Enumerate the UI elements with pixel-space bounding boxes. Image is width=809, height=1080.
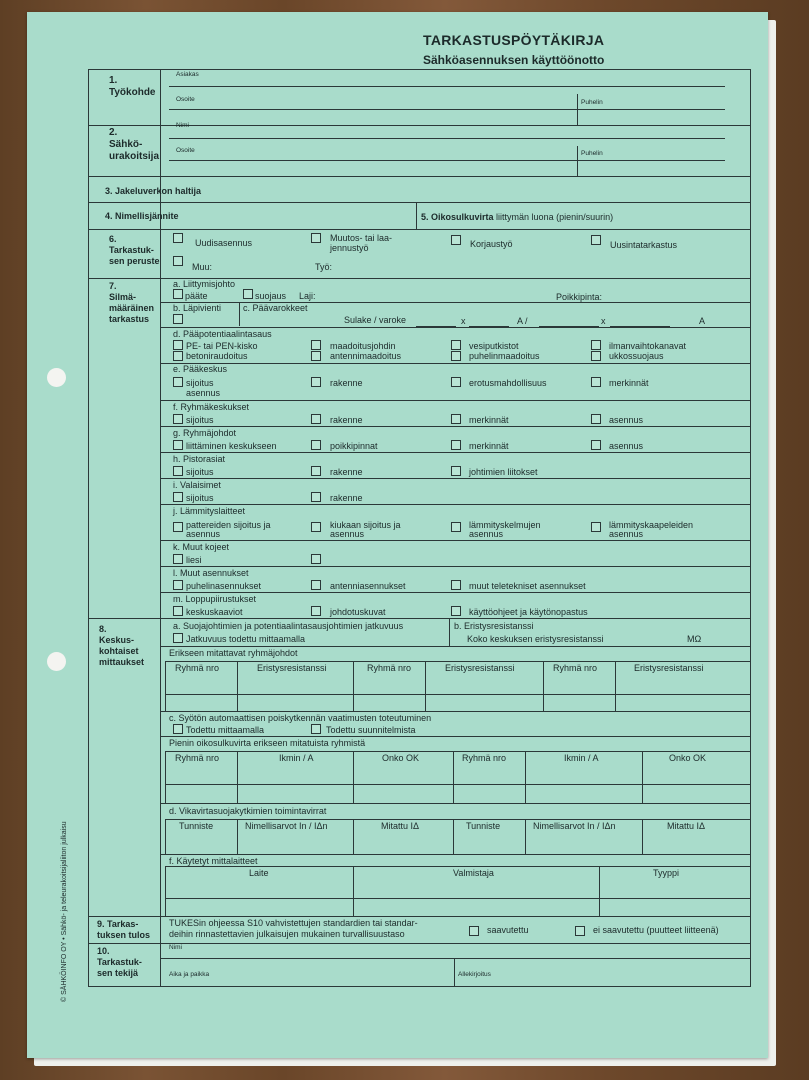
s7c-paavarokkeet: c. Päävarokkeet bbox=[243, 303, 308, 313]
s7e-erotus-label: erotusmahdollisuus bbox=[469, 378, 547, 388]
s7a-suojaus-label: suojaus bbox=[255, 291, 287, 301]
s7b-lapivienti: b. Läpivienti bbox=[173, 303, 222, 313]
s8-erikseen-label: Erikseen mitattavat ryhmäjohdot bbox=[169, 648, 298, 658]
checkbox-puhelinmaadoitus[interactable] bbox=[451, 351, 461, 361]
s7f-merkinnat-label: merkinnät bbox=[469, 415, 509, 425]
checkbox-g-asennus[interactable] bbox=[591, 440, 601, 450]
s8-d-col-nimellisarvot: Nimellisarvot In / IΔn bbox=[533, 821, 616, 831]
checkbox-betoniraudoitus[interactable] bbox=[173, 351, 183, 361]
checkbox-j-kaapelit[interactable] bbox=[591, 522, 601, 532]
checkbox-ei-saavutettu[interactable] bbox=[575, 926, 585, 936]
s8b-koko-keskus-label: Koko keskuksen eristysresistanssi bbox=[467, 634, 604, 644]
s7c-a1: A / bbox=[517, 316, 528, 326]
s7d-ukkossuojaus-label: ukkossuojaus bbox=[609, 351, 664, 361]
s9-text1: TUKESin ohjeessa S10 vahvistettujen standardien tai standar- bbox=[169, 918, 418, 928]
s6-uusinta-label: Uusintatarkastus bbox=[610, 240, 678, 250]
s7l-antenni-label: antenniasennukset bbox=[330, 581, 406, 591]
checkbox-g-liittaminen[interactable] bbox=[173, 440, 183, 450]
checkbox-uudisasennus[interactable] bbox=[173, 233, 183, 243]
s7d-ilmanvaihto-label: ilmanvaihtokanavat bbox=[609, 341, 687, 351]
s7h-rakenne-label: rakenne bbox=[330, 467, 363, 477]
s8d-vikavirtasuojat: d. Vikavirtasuojakytkimien toimintavirrat bbox=[169, 806, 327, 816]
s2-nimi-label: Nimi bbox=[176, 122, 189, 129]
s7j-kelmut-label2: asennus bbox=[469, 529, 504, 539]
s2-label2: urakoitsija bbox=[109, 151, 160, 162]
inspection-form-sheet bbox=[27, 12, 768, 1058]
checkbox-8a-jatkuvuus[interactable] bbox=[173, 633, 183, 643]
checkbox-k-muu[interactable] bbox=[311, 554, 321, 564]
checkbox-j-kelmut[interactable] bbox=[451, 522, 461, 532]
form-title: TARKASTUSPÖYTÄKIRJA bbox=[423, 32, 605, 48]
s7l-muut-asennukset: l. Muut asennukset bbox=[173, 568, 249, 578]
s5-desc: liittymän luona (pienin/suurin) bbox=[496, 212, 614, 222]
s8f-mittalaitteet: f. Käytetyt mittalaitteet bbox=[169, 856, 258, 866]
s10-label2: sen tekijä bbox=[97, 968, 139, 978]
s7c-x2: x bbox=[601, 316, 606, 326]
s8-er-col-ryhma: Ryhmä nro bbox=[175, 663, 220, 673]
s10-num: 10. bbox=[97, 946, 110, 956]
s7a-laji-label: Laji: bbox=[299, 291, 316, 301]
s8-d-col-mitattu: Mitattu IΔ bbox=[381, 821, 420, 831]
s6-korjaus-label: Korjaustyö bbox=[470, 239, 513, 249]
s8c-suunnitelmat-label: Todettu suunnitelmista bbox=[326, 725, 416, 735]
checkbox-8c-suunnitelmat[interactable] bbox=[311, 724, 321, 734]
checkbox-f-rakenne[interactable] bbox=[311, 414, 321, 424]
checkbox-lapivienti[interactable] bbox=[173, 314, 183, 324]
s7e-paakeskus: e. Pääkeskus bbox=[173, 364, 228, 374]
checkbox-i-rakenne[interactable] bbox=[311, 492, 321, 502]
s6-num: 6. bbox=[109, 234, 117, 244]
s7j-kaapelit-label1: lämmityskaapeleiden bbox=[609, 520, 694, 530]
s2-num: 2. bbox=[109, 127, 118, 138]
s5-oikosulkuvirta: 5. Oikosulkuvirta bbox=[421, 212, 494, 222]
s6-tyo-label: Työ: bbox=[315, 262, 333, 272]
checkbox-maadoitusjohdin[interactable] bbox=[311, 340, 321, 350]
s7j-kiuas-label2: asennus bbox=[330, 529, 365, 539]
checkbox-l-antenni[interactable] bbox=[311, 580, 321, 590]
s7k-liesi-label: liesi bbox=[186, 555, 202, 565]
s8a-mitattu-label: Jatkuvuus todettu mittaamalla bbox=[186, 634, 306, 644]
s7f-asennus-label: asennus bbox=[609, 415, 644, 425]
s7i-valaisimet: i. Valaisimet bbox=[173, 480, 221, 490]
s3-jakeluverkon-haltija: 3. Jakeluverkon haltija bbox=[105, 186, 202, 196]
checkbox-uusintatarkastus[interactable] bbox=[591, 235, 601, 245]
s8-er-col-eristys: Eristysresistanssi bbox=[634, 663, 704, 673]
s7k-muut-kojeet: k. Muut kojeet bbox=[173, 542, 230, 552]
s2-osoite-label: Osoite bbox=[176, 147, 195, 154]
checkbox-f-merkinnat[interactable] bbox=[451, 414, 461, 424]
s7m-johdotuskuvat-label: johdotuskuvat bbox=[330, 607, 386, 617]
s10-label1: Tarkastuk- bbox=[97, 957, 142, 967]
checkbox-e-merkinnat[interactable] bbox=[591, 377, 601, 387]
s10-nimi-label: Nimi bbox=[169, 944, 182, 951]
checkbox-l-tele[interactable] bbox=[451, 580, 461, 590]
s7c-a2: A bbox=[699, 316, 706, 326]
checkbox-m-johdotuskuvat[interactable] bbox=[311, 606, 321, 616]
checkbox-m-keskuskaaviot[interactable] bbox=[173, 606, 183, 616]
s7c-sulake-label: Sulake / varoke bbox=[344, 315, 407, 325]
s1-puhelin-label: Puhelin bbox=[581, 99, 603, 106]
s7l-tele-label: muut teletekniset asennukset bbox=[469, 581, 586, 591]
s7d-vesiputkistot-label: vesiputkistot bbox=[469, 341, 519, 351]
s8b-eristysresistanssi: b. Eristysresistanssi bbox=[454, 621, 534, 631]
s7j-kiuas-label1: kiukaan sijoitus ja bbox=[330, 520, 401, 530]
checkbox-ukkossuojaus[interactable] bbox=[591, 351, 601, 361]
s7g-liittaminen-label: liittäminen keskukseen bbox=[186, 441, 277, 451]
checkbox-h-sijoitus[interactable] bbox=[173, 466, 183, 476]
s7j-kelmut-label1: lämmityskelmujen bbox=[469, 520, 541, 530]
s7a-liittymisjohto: a. Liittymisjohto bbox=[173, 279, 236, 289]
s7d-betoni-label: betoniraudoitus bbox=[186, 351, 248, 361]
s7m-keskuskaaviot-label: keskuskaaviot bbox=[186, 607, 243, 617]
checkbox-pe-kisko[interactable] bbox=[173, 340, 183, 350]
s7d-antennimaadoitus-label: antennimaadoitus bbox=[330, 351, 402, 361]
s7h-pistorasiat: h. Pistorasiat bbox=[173, 454, 226, 464]
s8b-unit: MΩ bbox=[687, 634, 702, 644]
s8-pk-col-ryhma: Ryhmä nro bbox=[175, 753, 220, 763]
checkbox-e-sijoitus[interactable] bbox=[173, 377, 183, 387]
s7e-asennus-label: asennus bbox=[186, 388, 221, 398]
s7j-lammityslaitteet: j. Lämmityslaitteet bbox=[173, 506, 246, 516]
s7d-puhelinmaadoitus-label: puhelinmaadoitus bbox=[469, 351, 540, 361]
checkbox-muutostyo[interactable] bbox=[311, 233, 321, 243]
s8-d-col-mitattu: Mitattu IΔ bbox=[667, 821, 706, 831]
checkbox-e-erotus[interactable] bbox=[451, 377, 461, 387]
checkbox-g-merkinnat[interactable] bbox=[451, 440, 461, 450]
checkbox-k-liesi[interactable] bbox=[173, 554, 183, 564]
s7d-pe-kisko-label: PE- tai PEN-kisko bbox=[186, 341, 258, 351]
s7g-asennus-label: asennus bbox=[609, 441, 644, 451]
checkbox-l-puhelin[interactable] bbox=[173, 580, 183, 590]
s7-label3: tarkastus bbox=[109, 314, 150, 324]
checkbox-vesiputkistot[interactable] bbox=[451, 340, 461, 350]
s10-aika-label: Aika ja paikka bbox=[169, 971, 210, 978]
s7h-sijoitus-label: sijoitus bbox=[186, 467, 214, 477]
checkbox-ilmanvaihtokanavat[interactable] bbox=[591, 340, 601, 350]
s8-pk-col-ikmin: Ikmin / A bbox=[279, 753, 314, 763]
s6-label1: Tarkastuk- bbox=[109, 245, 154, 255]
s7e-sijoitus-label: sijoitus bbox=[186, 378, 214, 388]
s8c-poiskytkenta: c. Syötön automaattisen poiskytkennän vaatimusten toteutuminen bbox=[169, 713, 432, 723]
s9-ei-saavutettu-label: ei saavutettu (puutteet liitteenä) bbox=[593, 925, 719, 935]
s8-er-col-ryhma: Ryhmä nro bbox=[367, 663, 412, 673]
checkbox-muu[interactable] bbox=[173, 256, 183, 266]
checkbox-f-sijoitus[interactable] bbox=[173, 414, 183, 424]
s8-d-col-tunniste: Tunniste bbox=[179, 821, 214, 831]
s9-label2: tuksen tulos bbox=[97, 930, 151, 940]
s1-osoite-label: Osoite bbox=[176, 96, 195, 103]
s1-num: 1. bbox=[109, 75, 118, 86]
checkbox-h-rakenne[interactable] bbox=[311, 466, 321, 476]
s8-pk-col-ok: Onko OK bbox=[669, 753, 707, 763]
s1-asiakas-label: Asiakas bbox=[176, 71, 199, 78]
punch-hole bbox=[47, 652, 66, 671]
s7j-patterit-label2: asennus bbox=[186, 529, 221, 539]
s8-label2: kohtaiset bbox=[99, 646, 139, 656]
s8-pienin-oikosulkuvirta: Pienin oikosulkuvirta erikseen mitatuista ryhmistä bbox=[169, 738, 366, 748]
s8-d-col-nimellisarvot: Nimellisarvot In / IΔn bbox=[245, 821, 328, 831]
s7g-merkinnat-label: merkinnät bbox=[469, 441, 509, 451]
s4-nimellisjannite: 4. Nimellisjännite bbox=[105, 211, 179, 221]
s8-er-col-eristys: Eristysresistanssi bbox=[445, 663, 515, 673]
checkbox-f-asennus[interactable] bbox=[591, 414, 601, 424]
s8-f-col-valmistaja: Valmistaja bbox=[453, 868, 494, 878]
s7i-sijoitus-label: sijoitus bbox=[186, 493, 214, 503]
checkbox-e-rakenne[interactable] bbox=[311, 377, 321, 387]
s8-er-col-eristys: Eristysresistanssi bbox=[257, 663, 327, 673]
s7d-paapotentiaalintasaus: d. Pääpotentiaalintasaus bbox=[173, 329, 272, 339]
checkbox-j-patterit[interactable] bbox=[173, 522, 183, 532]
s7a-poikkipinta-label: Poikkipinta: bbox=[556, 292, 603, 302]
s8-pk-col-ok: Onko OK bbox=[382, 753, 420, 763]
s8-er-col-ryhma: Ryhmä nro bbox=[553, 663, 598, 673]
s7m-kayttoohjeet-label: käyttöohjeet ja käytönopastus bbox=[469, 607, 588, 617]
s7h-liitokset-label: johtimien liitokset bbox=[469, 467, 538, 477]
checkbox-suojaus[interactable] bbox=[243, 289, 253, 299]
checkbox-i-sijoitus[interactable] bbox=[173, 492, 183, 502]
s7-label2: määräinen bbox=[109, 303, 155, 313]
form-subtitle: Sähköasennuksen käyttöönotto bbox=[423, 53, 605, 67]
s7j-patterit-label1: pattereiden sijoitus ja bbox=[186, 520, 271, 530]
s8-label1: Keskus- bbox=[99, 635, 135, 645]
s1-label: Työkohde bbox=[109, 87, 156, 98]
s6-muutos-label2: jennustyö bbox=[330, 243, 369, 253]
s9-saavutettu-label: saavutettu bbox=[487, 925, 529, 935]
s8-f-col-tyyppi: Tyyppi bbox=[653, 868, 680, 878]
s7c-x1: x bbox=[461, 316, 466, 326]
checkbox-j-kiuas[interactable] bbox=[311, 522, 321, 532]
s8-num: 8. bbox=[99, 624, 107, 634]
s7g-ryhmajohdot: g. Ryhmäjohdot bbox=[173, 428, 237, 438]
s8-d-col-tunniste: Tunniste bbox=[466, 821, 501, 831]
s7e-merkinnat-label: merkinnät bbox=[609, 378, 649, 388]
checkbox-m-kayttoohjeet[interactable] bbox=[451, 606, 461, 616]
s7g-poikkipinnat-label: poikkipinnat bbox=[330, 441, 378, 451]
s10-allekirjoitus-label: Allekirjoitus bbox=[458, 971, 491, 978]
s7e-rakenne-label: rakenne bbox=[330, 378, 363, 388]
s7f-rakenne-label: rakenne bbox=[330, 415, 363, 425]
s7m-loppupiirustukset: m. Loppupiirustukset bbox=[173, 594, 257, 604]
publisher-note: © SÄHKÖINFO OY • Sähkö- ja teleurakoitsijaliiton julkaisu bbox=[61, 821, 68, 1002]
s8c-mitattu-label: Todettu mittaamalla bbox=[186, 725, 265, 735]
s6-muu-label: Muu: bbox=[192, 262, 213, 272]
s7f-ryhmakeskukset: f. Ryhmäkeskukset bbox=[173, 402, 250, 412]
checkbox-h-liitokset[interactable] bbox=[451, 466, 461, 476]
s9-text2: deihin rinnastettavien julkaisujen mukainen turvallisuustaso bbox=[169, 929, 405, 939]
s8-f-col-laite: Laite bbox=[249, 868, 269, 878]
form-frame bbox=[88, 69, 751, 987]
checkbox-korjaustyo[interactable] bbox=[451, 235, 461, 245]
s6-uudisasennus-label: Uudisasennus bbox=[195, 238, 253, 248]
s7-label1: Silmä- bbox=[109, 292, 137, 302]
checkbox-paate[interactable] bbox=[173, 289, 183, 299]
s2-label1: Sähkö- bbox=[109, 139, 143, 150]
checkbox-8c-mitattu[interactable] bbox=[173, 724, 183, 734]
s7-num: 7. bbox=[109, 281, 117, 291]
s8-pk-col-ikmin: Ikmin / A bbox=[564, 753, 599, 763]
checkbox-g-poikkipinnat[interactable] bbox=[311, 440, 321, 450]
s7l-puhelin-label: puhelinasennukset bbox=[186, 581, 262, 591]
s7f-sijoitus-label: sijoitus bbox=[186, 415, 214, 425]
s7j-kaapelit-label2: asennus bbox=[609, 529, 644, 539]
s8-label3: mittaukset bbox=[99, 657, 145, 667]
punch-hole bbox=[47, 368, 66, 387]
s8-pk-col-ryhma: Ryhmä nro bbox=[462, 753, 507, 763]
s2-puhelin-label: Puhelin bbox=[581, 150, 603, 157]
s8a-jatkuvuus: a. Suojajohtimien ja potentiaalintasausjohtimien jatkuvuus bbox=[173, 621, 404, 631]
checkbox-antennimaadoitus[interactable] bbox=[311, 351, 321, 361]
s7d-maadoitusjohdin-label: maadoitusjohdin bbox=[330, 341, 396, 351]
s7i-rakenne-label: rakenne bbox=[330, 493, 363, 503]
s7a-paate-label: pääte bbox=[185, 291, 208, 301]
s6-label2: sen peruste bbox=[109, 256, 160, 266]
s9-label1: 9. Tarkas- bbox=[97, 919, 139, 929]
s6-muutos-label1: Muutos- tai laa- bbox=[330, 233, 393, 243]
checkbox-saavutettu[interactable] bbox=[469, 926, 479, 936]
